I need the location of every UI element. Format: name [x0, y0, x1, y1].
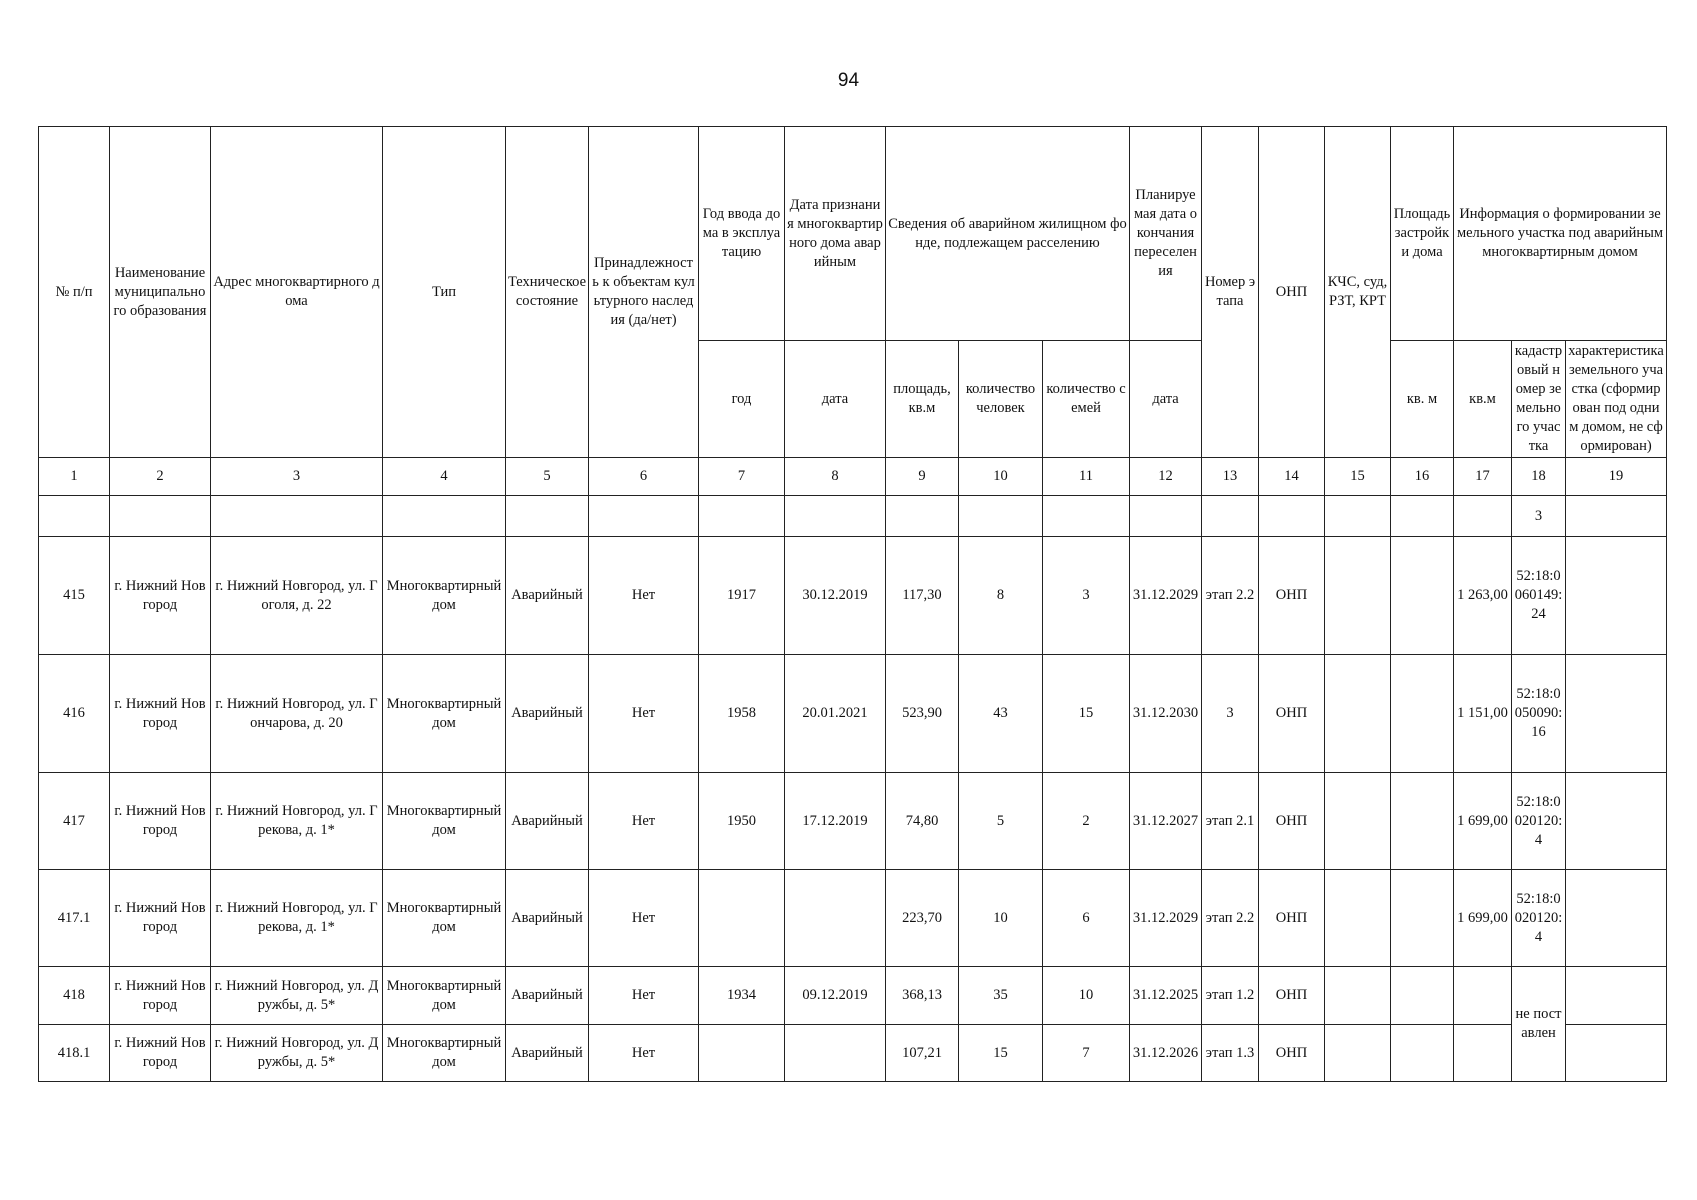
table-cell-municipality: г. Нижний Новгород — [110, 967, 211, 1025]
table-cell-heritage: Нет — [589, 1025, 699, 1082]
table-row — [39, 655, 1667, 773]
column-number: 8 — [785, 458, 886, 496]
table-cell-stage: этап 2.2 — [1202, 870, 1259, 967]
table-cell-land-area: 1 699,00 — [1454, 773, 1512, 870]
table-cell-people: 10 — [959, 870, 1043, 967]
column-number: 13 — [1202, 458, 1259, 496]
subheader-plan-date: дата — [1130, 341, 1202, 458]
table-cell-land-characteristic — [1566, 537, 1667, 655]
table-cell-land-characteristic — [1566, 1025, 1667, 1082]
table-cell-number: 416 — [39, 655, 110, 773]
table-cell-municipality: г. Нижний Новгород — [110, 537, 211, 655]
table-row — [39, 773, 1667, 870]
table-cell-kchs — [1325, 537, 1391, 655]
table-cell-type: Многоквартирный дом — [383, 773, 506, 870]
table-cell-heritage: Нет — [589, 655, 699, 773]
header-onp: ОНП — [1259, 127, 1325, 458]
subheader-land-sqm: кв.м — [1454, 341, 1512, 458]
header-land-info — [1454, 127, 1667, 341]
table-cell-type: Многоквартирный дом — [383, 537, 506, 655]
table-cell-municipality: г. Нижний Новгород — [110, 773, 211, 870]
column-number: 5 — [506, 458, 589, 496]
column-number: 17 — [1454, 458, 1512, 496]
header-commission-year: Год ввода дома в эксплуатацию — [699, 127, 785, 341]
subheader-sqm: кв. м — [1391, 341, 1454, 458]
table-cell-address: г. Нижний Новгород, ул. Дружбы, д. 5* — [211, 1025, 383, 1082]
table-cell-date — [785, 1025, 886, 1082]
table-row — [39, 1025, 1667, 1082]
table-cell-stage: этап 2.2 — [1202, 537, 1259, 655]
table-cell-building-area — [1391, 1025, 1454, 1082]
table-cell-type: Многоквартирный дом — [383, 655, 506, 773]
table-cell-kchs — [1325, 773, 1391, 870]
table-cell-municipality: г. Нижний Новгород — [110, 655, 211, 773]
table-cell-number: 418 — [39, 967, 110, 1025]
subheader-families: количество семей — [1043, 341, 1130, 458]
header-municipality: Наименование муниципального образования — [110, 127, 211, 458]
table-cell-area: 74,80 — [886, 773, 959, 870]
header-emergency-fund: Сведения об аварийном жилищном фонде, подлежащем расселению — [886, 127, 1130, 341]
table-cell-building-area — [1391, 773, 1454, 870]
table-cell-onp: ОНП — [1259, 967, 1325, 1025]
table-cell-land-area — [1454, 1025, 1512, 1082]
table-cell-year: 1917 — [699, 537, 785, 655]
subheader-date: дата — [785, 341, 886, 458]
table-cell-number: 417.1 — [39, 870, 110, 967]
column-number: 10 — [959, 458, 1043, 496]
table-cell-area: 523,90 — [886, 655, 959, 773]
table-cell-building-area — [1391, 870, 1454, 967]
header-kchs: КЧС, суд, РЗТ, КРТ — [1325, 127, 1391, 458]
table-cell-state: Аварийный — [506, 773, 589, 870]
column-number: 2 — [110, 458, 211, 496]
table-cell-land-area: 1 699,00 — [1454, 870, 1512, 967]
column-number: 14 — [1259, 458, 1325, 496]
table-cell-people: 43 — [959, 655, 1043, 773]
table-cell-address: г. Нижний Новгород, ул. Гоголя, д. 22 — [211, 537, 383, 655]
table-cell-kchs — [1325, 655, 1391, 773]
table-cell-land-characteristic — [1566, 967, 1667, 1025]
column-number: 19 — [1566, 458, 1667, 496]
table-cell-land-characteristic — [1566, 773, 1667, 870]
table-row-continuation — [39, 496, 1667, 537]
column-number: 18 — [1512, 458, 1566, 496]
table-cell-families: 3 — [1043, 537, 1130, 655]
table-cell-date: 09.12.2019 — [785, 967, 886, 1025]
header-recognition-date: Дата признания многоквартирного дома аварийным — [785, 127, 886, 341]
table-cell-people: 5 — [959, 773, 1043, 870]
table-cell-building-area — [1391, 537, 1454, 655]
header-cadastral-number: кадастровый номер земельного участка — [1512, 341, 1566, 458]
header-land-info-title: Информация о формировании земельного участка под аварийным многоквартирным домом — [1456, 206, 1664, 260]
table-cell-stage: этап 1.3 — [1202, 1025, 1259, 1082]
table-cell-year: 1934 — [699, 967, 785, 1025]
table-cell-cadastral: 52:18:0060149:24 — [1512, 537, 1566, 655]
table-cell-address: г. Нижний Новгород, ул. Дружбы, д. 5* — [211, 967, 383, 1025]
table-cell-state: Аварийный — [506, 655, 589, 773]
table-cell-municipality: г. Нижний Новгород — [110, 1025, 211, 1082]
table-cell-cadastral: 52:18:0020120:4 — [1512, 870, 1566, 967]
table-cell-land-characteristic — [1566, 870, 1667, 967]
page-number: 94 — [837, 70, 860, 91]
table-cell-onp: ОНП — [1259, 870, 1325, 967]
table-cell-address: г. Нижний Новгород, ул. Грекова, д. 1* — [211, 870, 383, 967]
header-building-area: Площадь застройки дома — [1391, 127, 1454, 341]
table-cell-onp: ОНП — [1259, 537, 1325, 655]
column-number: 1 — [39, 458, 110, 496]
header-land-characteristic: характеристика земельного участка (сформирован под одним домом, не сформирован) — [1566, 341, 1667, 458]
table-cell-date — [785, 870, 886, 967]
subheader-year: год — [699, 341, 785, 458]
column-number: 12 — [1130, 458, 1202, 496]
table-cell-land-area — [1454, 967, 1512, 1025]
table-cell-type: Многоквартирный дом — [383, 870, 506, 967]
table-cell-stage: этап 1.2 — [1202, 967, 1259, 1025]
emergency-housing-table — [38, 126, 1667, 1082]
table-cell-building-area — [1391, 967, 1454, 1025]
table-cell-heritage: Нет — [589, 967, 699, 1025]
column-number: 11 — [1043, 458, 1130, 496]
table-cell-plan-date: 31.12.2029 — [1130, 537, 1202, 655]
header-technical-state: Техническое состояние — [506, 127, 589, 458]
table-cell-area: 368,13 — [886, 967, 959, 1025]
table-cell-people: 35 — [959, 967, 1043, 1025]
table-cell-municipality: г. Нижний Новгород — [110, 870, 211, 967]
table-cell-state: Аварийный — [506, 1025, 589, 1082]
table-cell-families: 7 — [1043, 1025, 1130, 1082]
table-cell-type: Многоквартирный дом — [383, 967, 506, 1025]
table-cell-onp: ОНП — [1259, 1025, 1325, 1082]
table-cell-people: 8 — [959, 537, 1043, 655]
table-cell-state: Аварийный — [506, 537, 589, 655]
table-cell-cadastral: 52:18:0020120:4 — [1512, 773, 1566, 870]
table-cell-kchs — [1325, 870, 1391, 967]
header-planned-date: Планируемая дата окончания переселения — [1130, 127, 1202, 341]
table-cell-stage: 3 — [1202, 655, 1259, 773]
table-cell-year: 1950 — [699, 773, 785, 870]
table-cell-land-area: 1 151,00 — [1454, 655, 1512, 773]
table-cell-state: Аварийный — [506, 967, 589, 1025]
table-cell-state: Аварийный — [506, 870, 589, 967]
table-cell-onp: ОНП — [1259, 655, 1325, 773]
table-cell-area: 107,21 — [886, 1025, 959, 1082]
table-row — [39, 870, 1667, 967]
table-cell-kchs — [1325, 967, 1391, 1025]
table-cell-land-area: 1 263,00 — [1454, 537, 1512, 655]
table-cell-heritage: Нет — [589, 870, 699, 967]
table-cell-area: 223,70 — [886, 870, 959, 967]
column-number: 4 — [383, 458, 506, 496]
table-cell-date: 20.01.2021 — [785, 655, 886, 773]
header-address: Адрес многоквартирного дома — [211, 127, 383, 458]
subheader-people: количество человек — [959, 341, 1043, 458]
table-cell-plan-date: 31.12.2027 — [1130, 773, 1202, 870]
table-cell-plan-date: 31.12.2029 — [1130, 870, 1202, 967]
column-number: 6 — [589, 458, 699, 496]
table-cell-date: 17.12.2019 — [785, 773, 886, 870]
table-cell-stage: этап 2.1 — [1202, 773, 1259, 870]
table-cell-land-characteristic — [1566, 655, 1667, 773]
table-cell-heritage: Нет — [589, 773, 699, 870]
table-cell-address: г. Нижний Новгород, ул. Грекова, д. 1* — [211, 773, 383, 870]
table-cell-building-area — [1391, 655, 1454, 773]
table-cell-year — [699, 1025, 785, 1082]
header-heritage: Принадлежность к объектам культурного наследия (да/нет) — [589, 127, 699, 458]
table-cell-people: 15 — [959, 1025, 1043, 1082]
table-cell-year: 1958 — [699, 655, 785, 773]
table-cell-families: 15 — [1043, 655, 1130, 773]
table-cell-families: 2 — [1043, 773, 1130, 870]
column-number: 3 — [211, 458, 383, 496]
table-cell-cadastral: 3 — [1512, 496, 1566, 537]
table-cell-date: 30.12.2019 — [785, 537, 886, 655]
column-number: 15 — [1325, 458, 1391, 496]
table-cell-type: Многоквартирный дом — [383, 1025, 506, 1082]
table-cell-families: 6 — [1043, 870, 1130, 967]
column-number: 16 — [1391, 458, 1454, 496]
table-cell-kchs — [1325, 1025, 1391, 1082]
subheader-area: площадь, кв.м — [886, 341, 959, 458]
table-cell-plan-date: 31.12.2025 — [1130, 967, 1202, 1025]
table-cell-area: 117,30 — [886, 537, 959, 655]
table-row — [39, 537, 1667, 655]
header-type: Тип — [383, 127, 506, 458]
header-stage-number: Номер этапа — [1202, 127, 1259, 458]
table-cell-onp: ОНП — [1259, 773, 1325, 870]
table-cell-families: 10 — [1043, 967, 1130, 1025]
table-cell-heritage: Нет — [589, 537, 699, 655]
column-number: 9 — [886, 458, 959, 496]
table-cell-year — [699, 870, 785, 967]
table-cell-plan-date: 31.12.2026 — [1130, 1025, 1202, 1082]
table-cell-plan-date: 31.12.2030 — [1130, 655, 1202, 773]
column-number: 7 — [699, 458, 785, 496]
header-number: № п/п — [39, 127, 110, 458]
table-cell-cadastral: не поставлен — [1512, 967, 1566, 1082]
table-cell-cadastral: 52:18:0050090:16 — [1512, 655, 1566, 773]
column-number-row — [39, 458, 1667, 496]
table-cell-address: г. Нижний Новгород, ул. Гончарова, д. 20 — [211, 655, 383, 773]
table-cell-number: 418.1 — [39, 1025, 110, 1082]
table-cell-number: 417 — [39, 773, 110, 870]
table-row — [39, 967, 1667, 1025]
table-cell-number: 415 — [39, 537, 110, 655]
